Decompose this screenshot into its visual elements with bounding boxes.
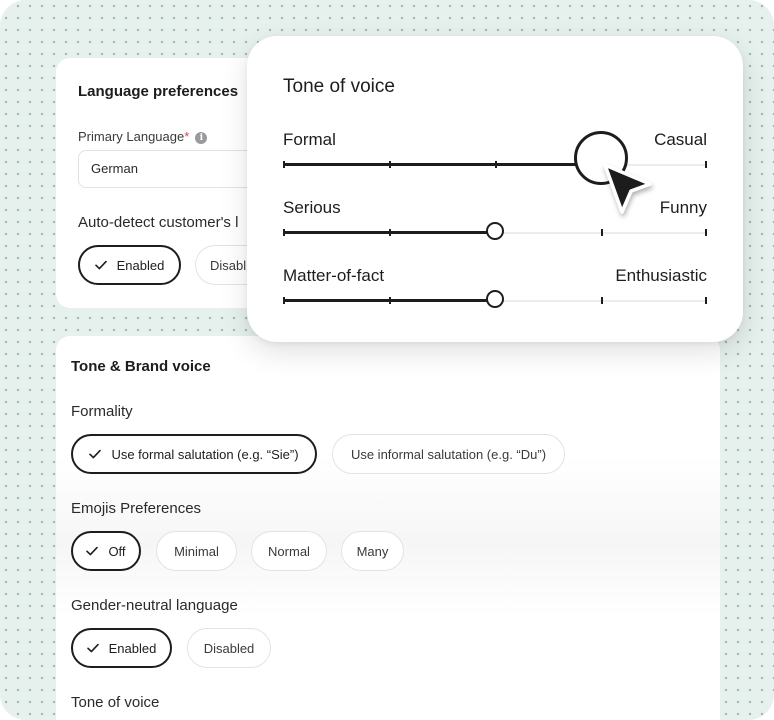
gender-neutral-enabled-button[interactable]	[71, 628, 172, 668]
auto-detect-enabled-button[interactable]	[78, 245, 181, 285]
slider-tick	[705, 161, 707, 168]
slider-right-label: Casual	[654, 130, 707, 149]
emojis-label: Emojis Preferences	[71, 500, 202, 517]
slider-fill	[283, 163, 601, 166]
slider-tick	[283, 229, 285, 236]
auto-detect-enabled-label: Enabled	[116, 257, 165, 273]
slider-thumb[interactable]	[486, 290, 504, 308]
informal-salutation-label: Use informal salutation (e.g. “Du”)	[350, 446, 547, 462]
check-icon	[86, 545, 98, 557]
slider-matter-of-fact-enthusiastic[interactable]	[283, 266, 707, 306]
emojis-many-button[interactable]	[341, 531, 404, 571]
formal-salutation-label: Use formal salutation (e.g. “Sie”)	[111, 446, 299, 462]
primary-language-label: Primary Language* i	[78, 129, 207, 144]
slider-thumb[interactable]	[486, 222, 504, 240]
slider-tick	[705, 297, 707, 304]
gender-neutral-disabled-label: Disabled	[203, 640, 255, 656]
slider-left-label: Formal	[283, 130, 336, 149]
tone-popup-title: Tone of voice	[283, 76, 395, 97]
informal-salutation-button[interactable]	[332, 434, 565, 474]
auto-detect-disabled-label: Disabl	[210, 257, 247, 273]
slider-tick	[705, 229, 707, 236]
slider-tick	[601, 297, 603, 304]
formal-salutation-button[interactable]	[71, 434, 317, 474]
emojis-normal-button[interactable]	[251, 531, 327, 571]
check-icon	[89, 448, 101, 460]
emojis-many-label: Many	[356, 543, 389, 559]
check-icon	[95, 259, 107, 271]
required-mark: *	[184, 129, 190, 144]
tone-of-voice-popup	[247, 36, 743, 342]
slider-right-label: Funny	[659, 198, 707, 217]
slider-tick	[389, 297, 391, 304]
slider-tick	[283, 297, 285, 304]
slider-tick	[389, 229, 391, 236]
gender-neutral-disabled-button[interactable]	[187, 628, 271, 668]
slider-tick	[495, 161, 497, 168]
emojis-off-button[interactable]	[71, 531, 141, 571]
tone-brand-voice-title: Tone & Brand voice	[71, 358, 211, 375]
emojis-normal-label: Normal	[268, 543, 310, 559]
slider-tick	[601, 229, 603, 236]
auto-detect-label: Auto-detect customer's l	[78, 214, 239, 231]
language-preferences-title: Language preferences	[78, 83, 239, 100]
slider-tick	[283, 161, 285, 168]
tone-of-voice-section-label: Tone of voice	[71, 694, 160, 711]
check-icon	[87, 642, 99, 654]
slider-tick	[389, 161, 391, 168]
gender-neutral-enabled-label: Enabled	[108, 640, 157, 656]
emojis-minimal-label: Minimal	[174, 543, 219, 559]
slider-right-label: Enthusiastic	[615, 266, 707, 285]
emojis-minimal-button[interactable]	[156, 531, 237, 571]
formality-label: Formality	[71, 403, 133, 420]
slider-left-label: Matter-of-fact	[283, 266, 385, 285]
tone-brand-voice-card	[56, 336, 720, 720]
emojis-off-label: Off	[108, 543, 126, 559]
primary-language-select[interactable]: German	[78, 150, 338, 188]
slider-left-label: Serious	[283, 198, 341, 217]
gender-neutral-label: Gender-neutral language	[71, 597, 238, 614]
mouse-pointer-icon	[600, 160, 656, 222]
info-icon[interactable]: i	[195, 132, 207, 144]
